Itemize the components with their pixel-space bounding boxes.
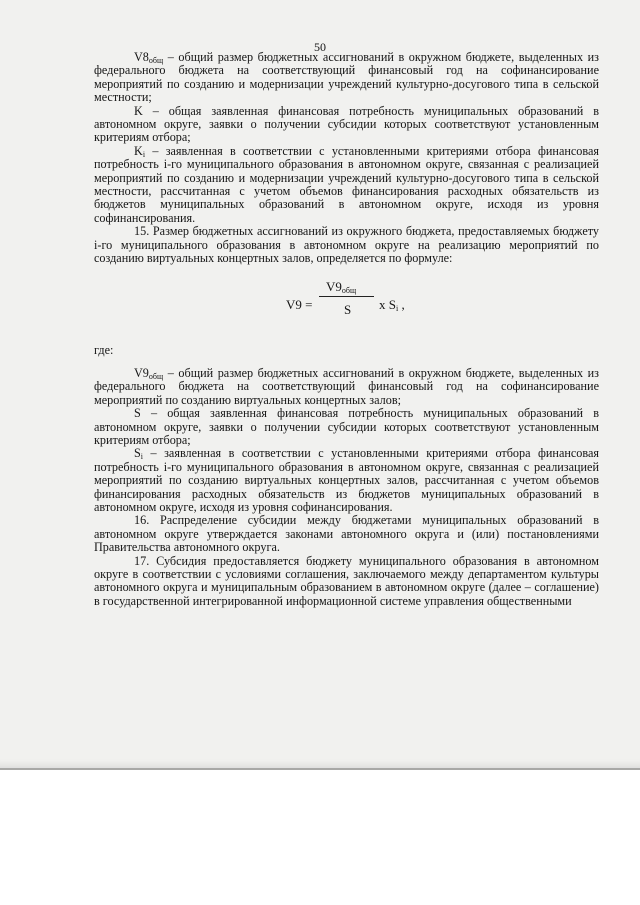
fraction-bar (319, 296, 374, 297)
symbol-subscript: i (140, 452, 144, 462)
clause-17: 17. Субсидия предоставляется бюджету муниципального образования в автономном округе в соответствии с условиями соглашения, заключаемого между департаментом культуры автономного округа и муниципальным образованием в автономном округе (далее – соглашение) в государственной интегрированной информационной системе управления общественными (94, 553, 599, 608)
symbol: S (134, 406, 141, 421)
definition-v8 (94, 51, 599, 105)
formula-denominator: S (344, 301, 352, 317)
definition-text: – общий размер бюджетных ассигнований в окружном бюджете, выделенных из федерального бюджета на соответствующий финансовый год на софинансирование мероприятий по созданию и модернизации учреждений культурно-досугового типа в сельской местности; (94, 50, 599, 105)
page-number: 50 (314, 40, 326, 54)
definition-s (94, 407, 599, 447)
clause-16: 16. Распределение субсидии между бюджетами муниципальных образований в автономном округе утверждается законами автономного округа и (или) постановлениями Правительства автономного округа. (94, 513, 599, 555)
definition-text: – общий размер бюджетных ассигнований в окружном бюджете, выделенных из федерального бюджета на соответствующий финансовый год на софинансирование мероприятий по созданию виртуальных концертных залов; (94, 365, 599, 407)
symbol: K (134, 103, 143, 118)
symbol-subscript: i (142, 149, 146, 159)
formula-numerator: $V9_{общ}$ (326, 278, 357, 295)
document-body (94, 51, 599, 608)
definition-text: – общая заявленная финансовая потребность муниципальных образований в автономном округе, заявки о получении субсидии которых соответствуют установленным критериям отбора; (94, 406, 599, 447)
definition-ki (94, 145, 599, 225)
formula-rhs: x $S_i$ , (379, 296, 405, 313)
where-label: где: (94, 342, 114, 357)
symbol-subscript: общ (148, 371, 164, 381)
clause-15: 15. Размер бюджетных ассигнований из окружного бюджета, предоставляемых бюджету i-го муниципального образования в автономном округе на реализацию мероприятий по созданию виртуальных концертных залов, определяется по формуле: (94, 224, 599, 266)
definition-text: – заявленная в соответствии с установленными критериями отбора финансовая потребность i-го муниципального образования в автономном округе, связанная с реализацией мероприятий по созданию и модернизации учреждений культурно-досугового типа в сельской местности, рассчитанная с учетом объемов финансирования расходных обязательств из бюджетов муниципальных образований в автономном округе, исходя из уровня софинансирования. (94, 143, 599, 225)
definition-v9 (94, 367, 599, 407)
symbol: V9 (134, 365, 149, 380)
symbol-subscript: общ (148, 56, 164, 65)
definition-text: – заявленная в соответствии с установленными критериями отбора финансовая потребность i-го муниципального образования в автономном округе, связанная с реализацией мероприятий по созданию виртуальных концертных залов, рассчитанная с учетом объемов финансирования расходных обязательств из бюджетов муниципальных образований в автономном округе, исходя из уровня софинансирования. (94, 446, 599, 514)
formula-lhs: V9 = (286, 296, 313, 312)
definition-text: – общая заявленная финансовая потребность муниципальных образований в автономном округе, заявки о получении субсидии которых соответствуют установленным критериям отбора; (94, 103, 599, 145)
symbol: S (134, 446, 141, 461)
definition-si (94, 447, 599, 514)
symbol: K (134, 143, 143, 158)
formula (94, 280, 599, 334)
symbol: V8 (134, 50, 149, 64)
definition-k (94, 105, 599, 145)
